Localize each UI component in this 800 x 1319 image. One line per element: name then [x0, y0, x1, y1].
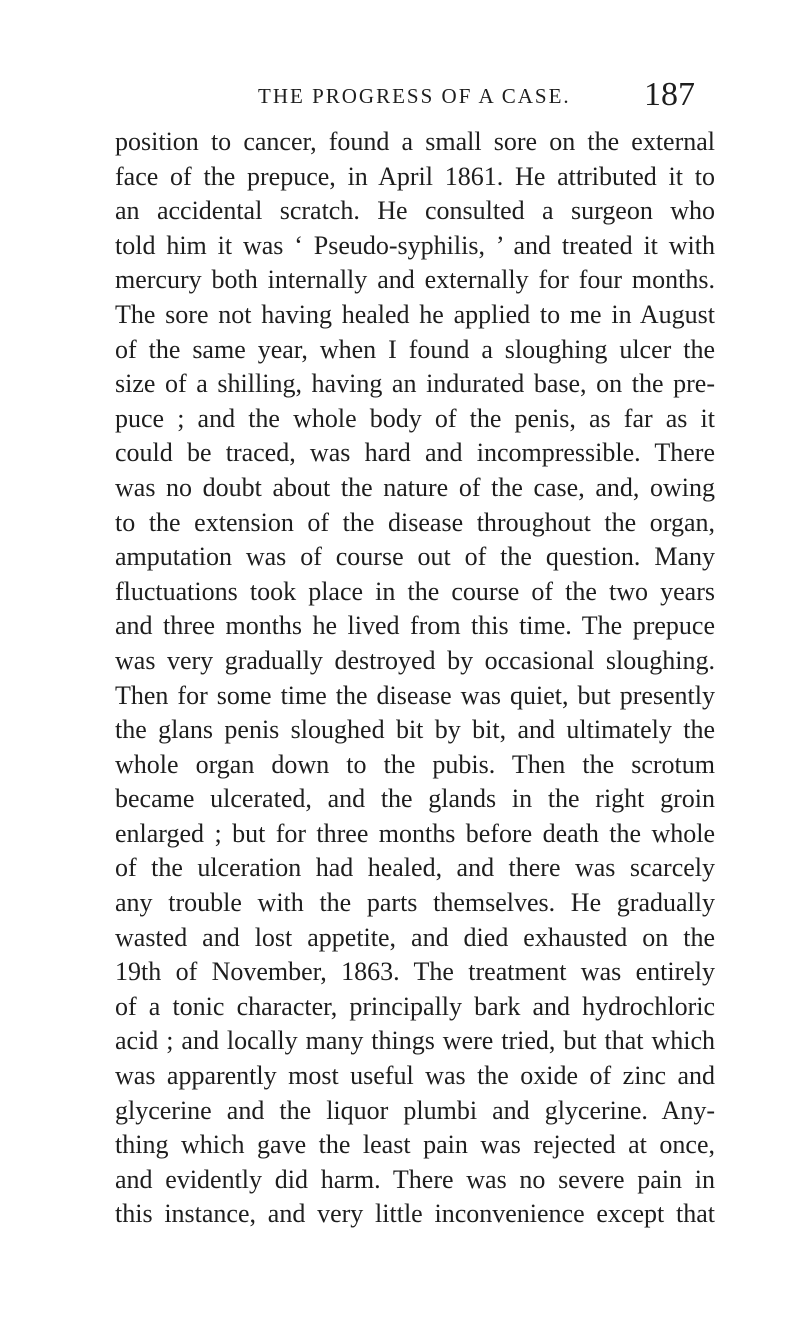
page-number: 187	[644, 76, 695, 113]
body-paragraph	[115, 125, 715, 1232]
text-line: size of a shilling, having an indurated base, on the pre-	[115, 369, 715, 399]
text-line: wasted and lost appetite, and died exhausted on the	[115, 922, 715, 952]
text-line: of the ulceration had healed, and there was scarcely	[115, 853, 715, 883]
text-line: could be traced, was hard and incompressible. There	[115, 438, 715, 468]
text-line: an accidental scratch. He consulted a surgeon who	[115, 196, 715, 226]
text-line: enlarged ; but for three months before death the whole	[115, 818, 715, 848]
text-line: was very gradually destroyed by occasional sloughing.	[115, 645, 715, 675]
text-line: thing which gave the least pain was rejected at once,	[115, 1130, 715, 1160]
text-line: acid ; and locally many things were tried, but that which	[115, 1026, 715, 1056]
text-line: of the same year, when I found a sloughing ulcer the	[115, 334, 715, 364]
text-line: whole organ down to the pubis. Then the scrotum	[115, 749, 715, 779]
text-line: puce ; and the whole body of the penis, as far as it	[115, 403, 715, 433]
running-head	[0, 76, 800, 116]
text-line: Then for some time the disease was quiet, but presently	[115, 680, 715, 710]
text-line: any trouble with the parts themselves. He gradually	[115, 888, 715, 918]
text-line: and three months he lived from this time. The prepuce	[115, 611, 715, 641]
text-line: this instance, and very little inconvenience except that	[115, 1199, 715, 1229]
text-line: The sore not having healed he applied to me in August	[115, 299, 715, 329]
text-line: and evidently did harm. There was no severe pain in	[115, 1164, 715, 1194]
text-line: position to cancer, found a small sore on the external	[115, 127, 715, 156]
text-line: glycerine and the liquor plumbi and glycerine. Any-	[115, 1095, 715, 1125]
text-line: told him it was ‘ Pseudo-syphilis, ’ and treated it with	[115, 230, 715, 260]
text-line: 19th of November, 1863. The treatment was entirely	[115, 957, 715, 987]
text-line: was apparently most useful was the oxide of zinc and	[115, 1061, 715, 1091]
text-line: became ulcerated, and the glands in the right groin	[115, 784, 715, 814]
text-line: amputation was of course out of the question. Many	[115, 542, 715, 572]
running-title: THE PROGRESS OF A CASE.	[258, 84, 571, 108]
text-line: of a tonic character, principally bark and hydrochloric	[115, 991, 715, 1021]
text-line: face of the prepuce, in April 1861. He attributed it to	[115, 161, 715, 191]
text-line: was no doubt about the nature of the case, and, owing	[115, 472, 715, 502]
text-line: mercury both internally and externally for four months.	[115, 265, 715, 295]
text-line: to the extension of the disease throughout the organ,	[115, 507, 715, 537]
text-line: the glans penis sloughed bit by bit, and ultimately the	[115, 715, 715, 745]
text-line: fluctuations took place in the course of the two years	[115, 576, 715, 606]
